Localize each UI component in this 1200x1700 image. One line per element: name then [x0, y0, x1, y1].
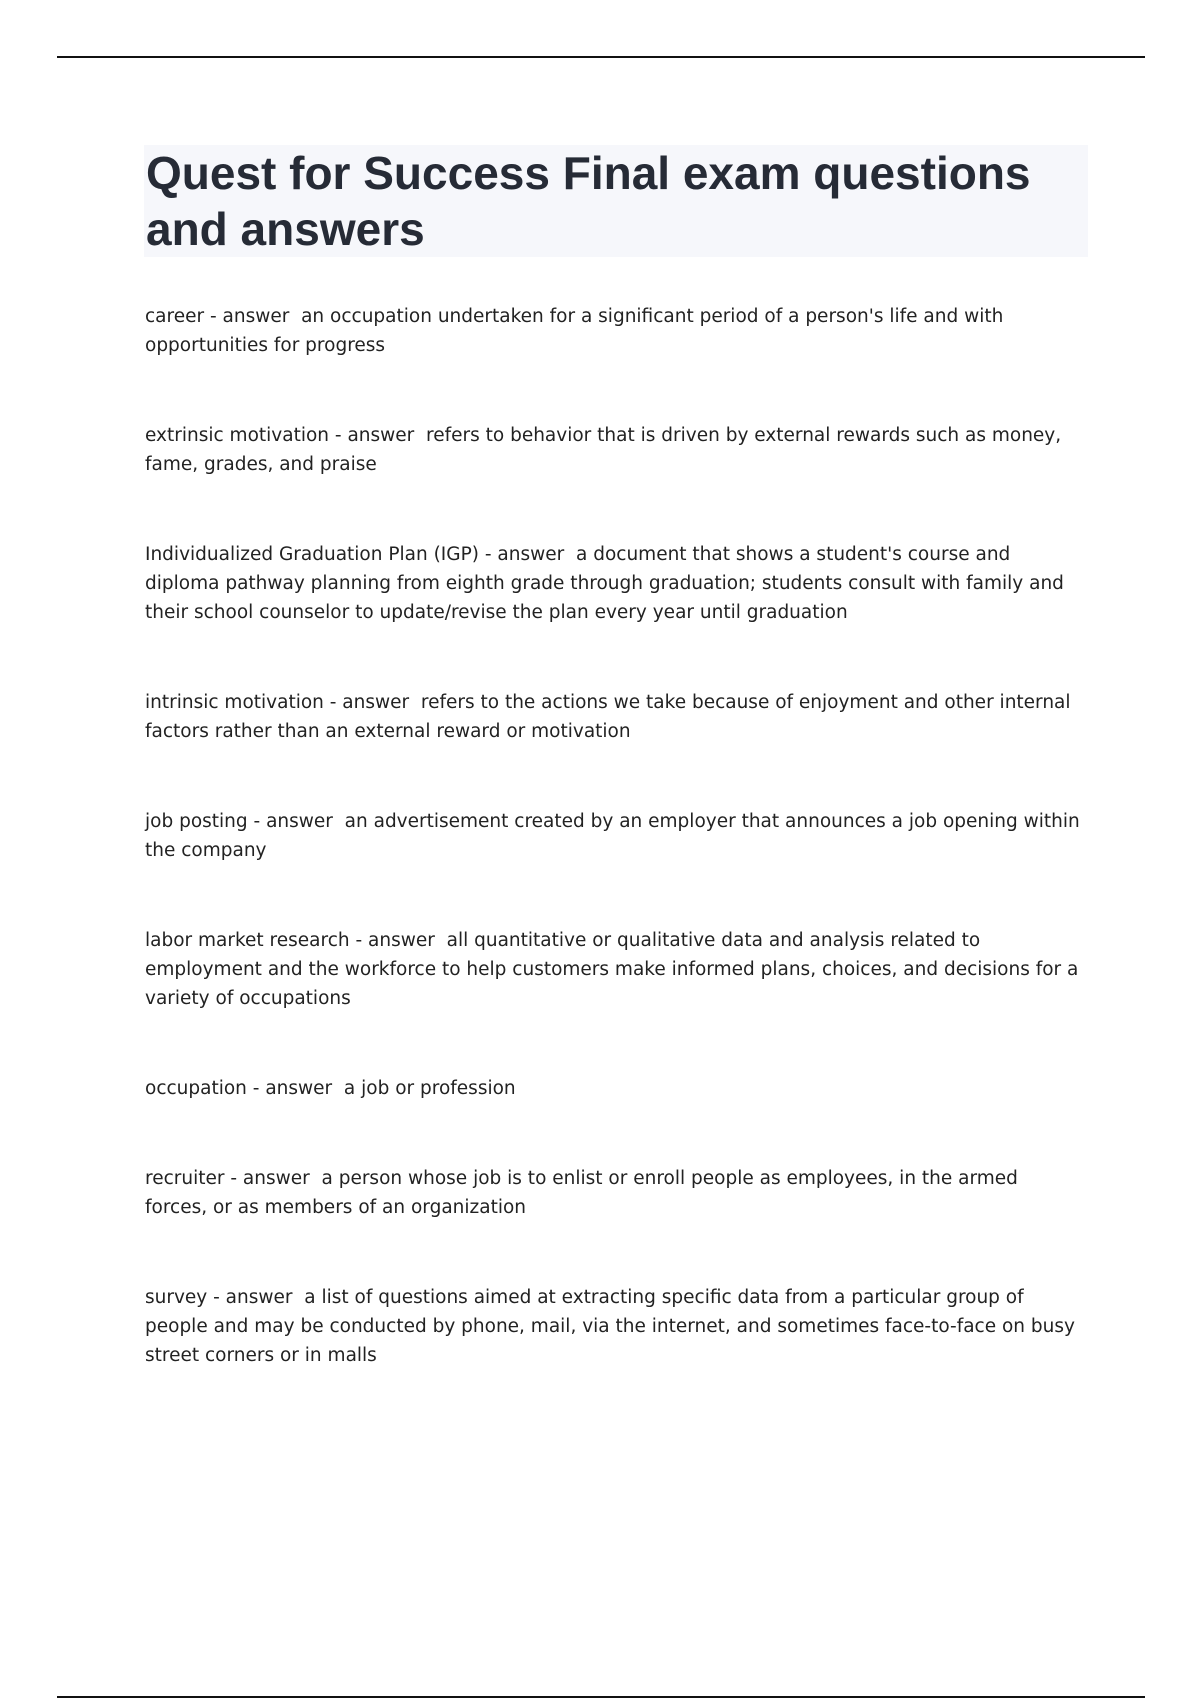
page-title: Quest for Success Final exam questions and answers [146, 147, 1031, 255]
qa-entry-career: career - answer an occupation undertaken for a significant period of a person's life and with opportunities for progress [145, 306, 1010, 356]
qa-entry-survey: survey - answer a list of questions aimed at extracting specific data from a particular group of people and may be conducted by phone, mail, via the internet, and sometimes face-to-face on busy street corners or in malls [145, 1287, 1081, 1366]
qa-entry-recruiter: recruiter - answer a person whose job is to enlist or enroll people as employees, in the armed forces, or as members of an organization [145, 1168, 1024, 1218]
qa-entry-job-posting: job posting - answer an advertisement created by an employer that announces a job opening within the company [145, 811, 1086, 861]
qa-entry-occupation: occupation - answer a job or profession [145, 1078, 516, 1099]
qa-entry-igp: Individualized Graduation Plan (IGP) - answer a document that shows a student's course and diploma pathway planning from eighth grade through graduation; students consult with family and their school counselor to update/revise the plan every year until graduation [145, 544, 1070, 623]
qa-list [145, 302, 1085, 1370]
qa-entry-labor-market-research: labor market research - answer all quantitative or qualitative data and analysis related to employment and the workforce to help customers make informed plans, choices, and decisions for a variety of occupations [145, 930, 1085, 1009]
bottom-rule [57, 1696, 1145, 1698]
top-rule [57, 56, 1145, 58]
title-banner [144, 145, 1088, 257]
qa-entry-intrinsic-motivation: intrinsic motivation - answer refers to the actions we take because of enjoyment and other internal factors rather than an external reward or motivation [145, 692, 1077, 742]
qa-entry-extrinsic-motivation: extrinsic motivation - answer refers to behavior that is driven by external rewards such as money, fame, grades, and praise [145, 425, 1068, 475]
